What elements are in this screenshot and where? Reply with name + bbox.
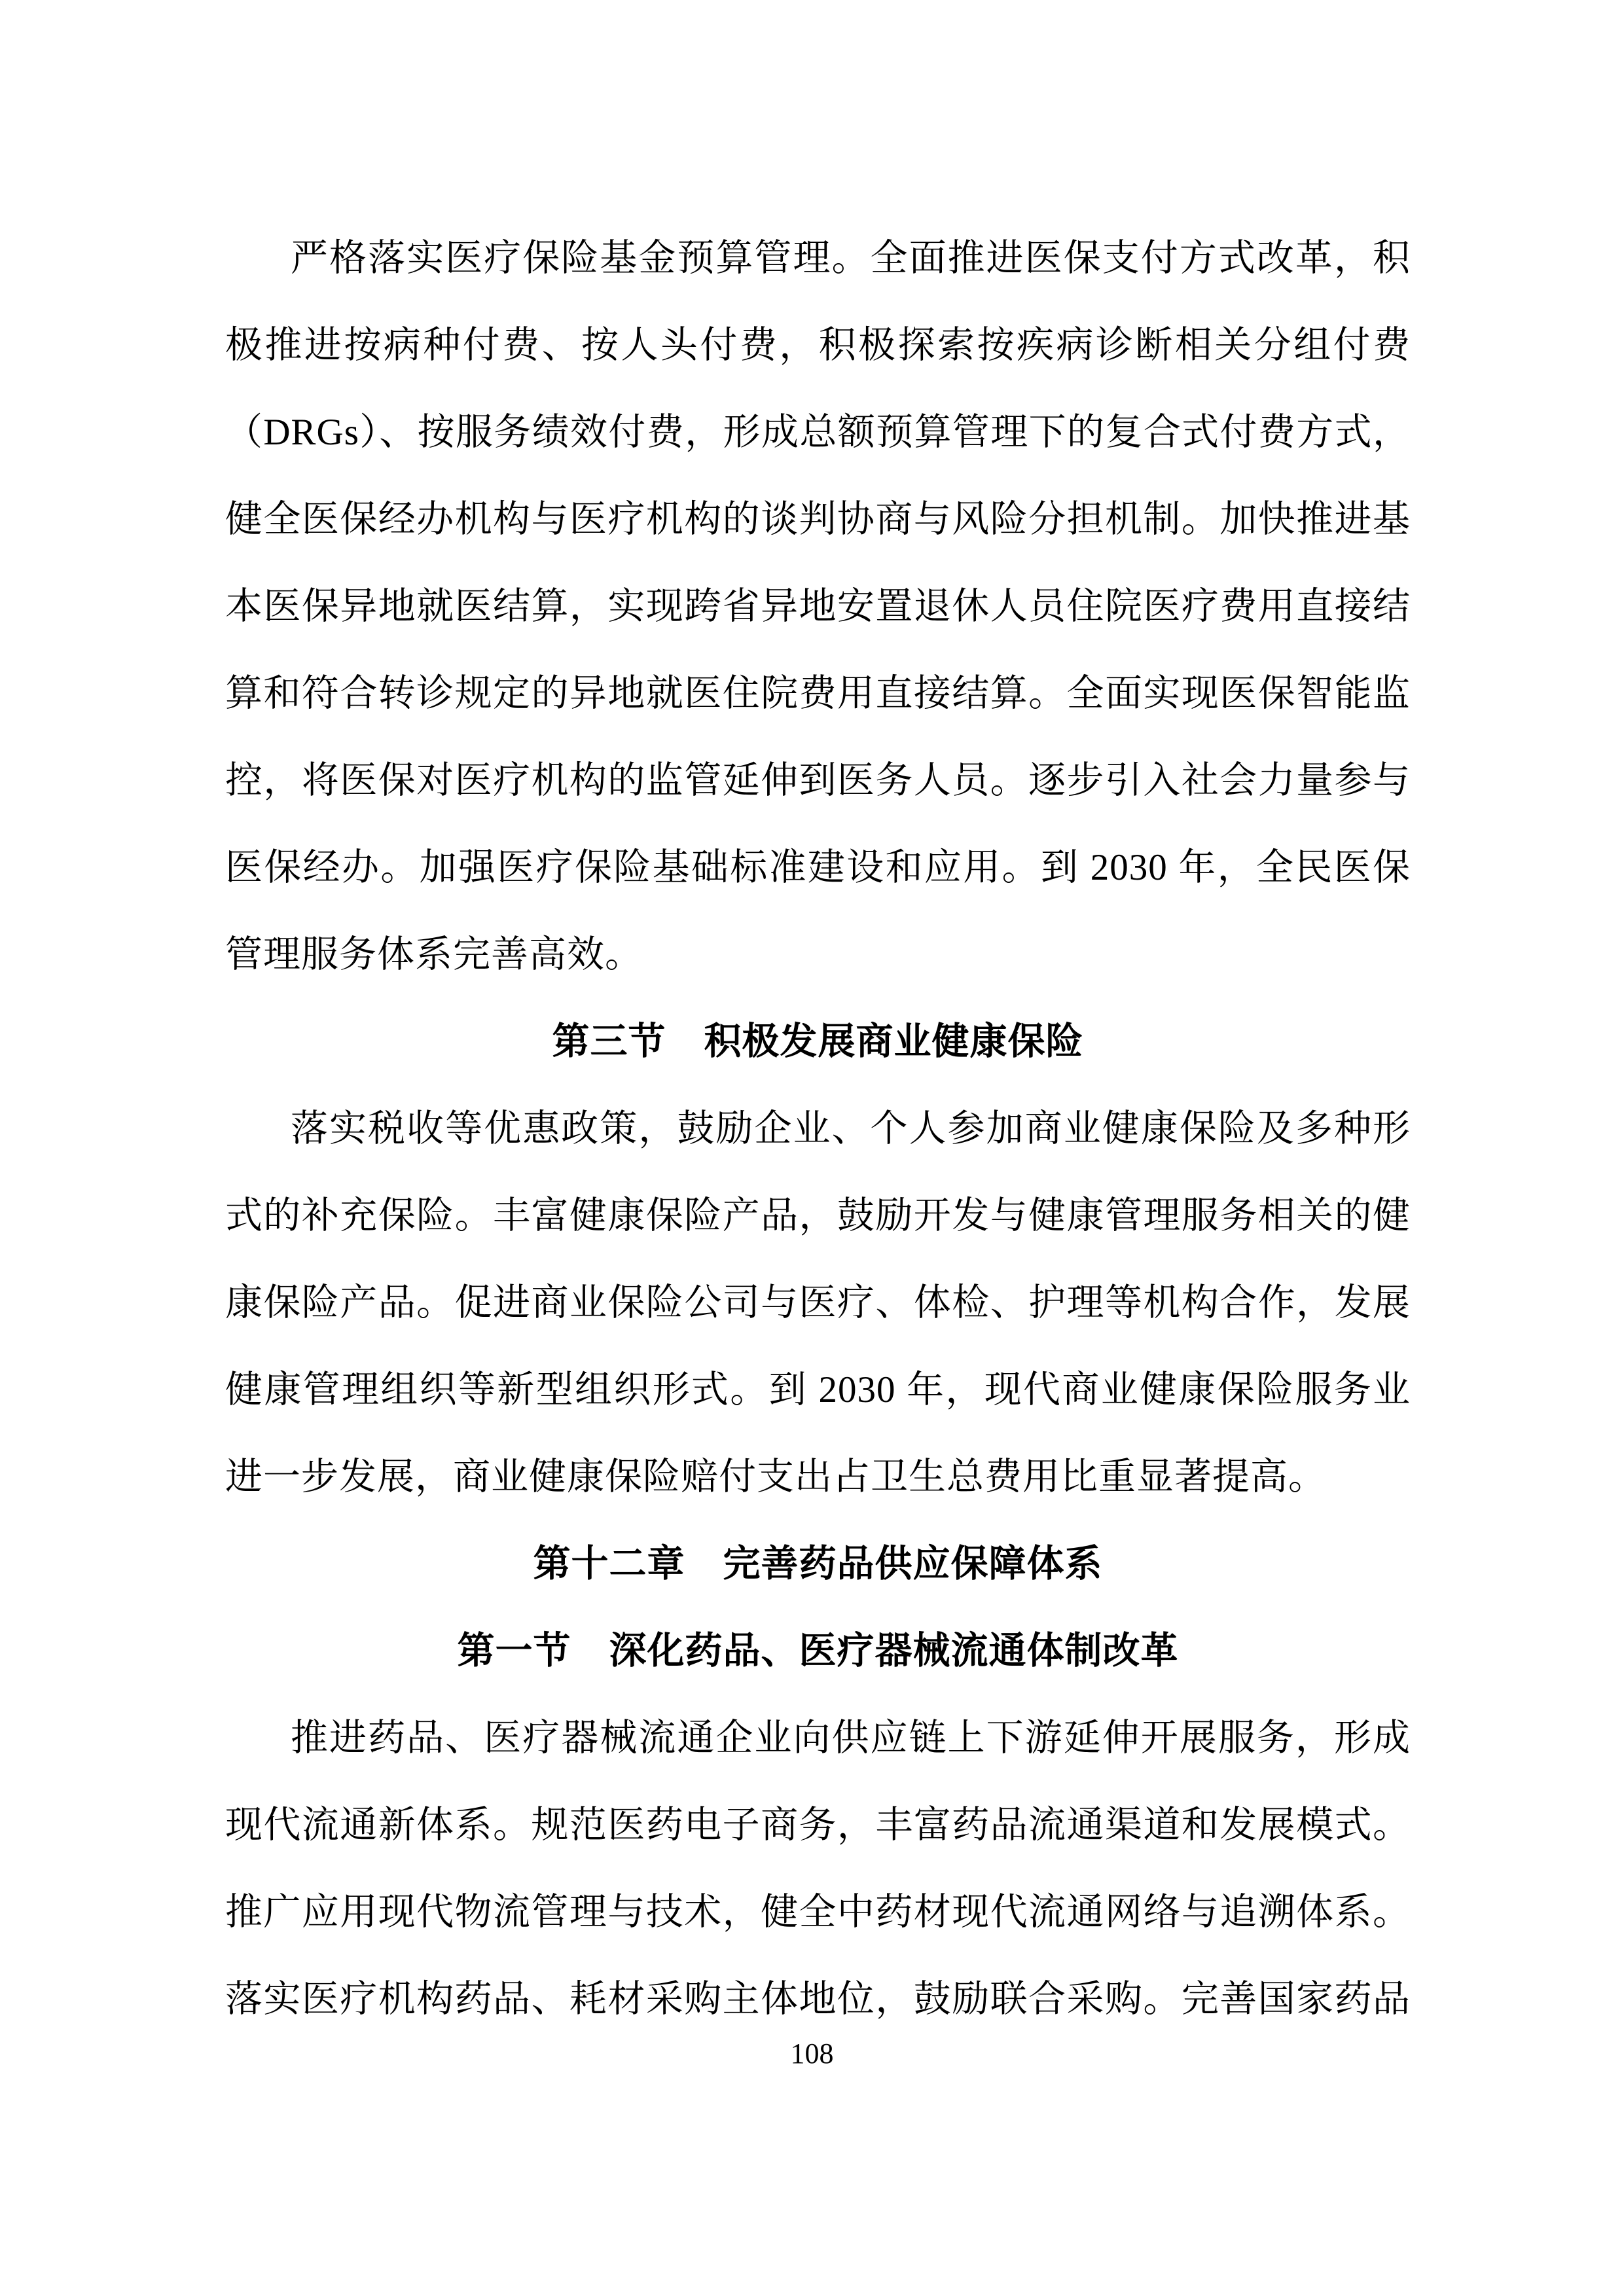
page-body (225, 215, 1411, 2043)
paragraph-line: 推进药品、医疗器械流通企业向供应链上下游延伸开展服务，形成 (291, 1717, 1411, 1759)
section-heading-3: 第三节 积极发展商业健康保险 (552, 1020, 1084, 1062)
paragraph-line: 康保险产品。促进商业保险公司与医疗、体检、护理等机构合作，发展 (225, 1282, 1411, 1323)
page-number: 108 (790, 2037, 834, 2070)
paragraph-line: （DRGs）、按服务绩效付费，形成总额预算管理下的复合式付费方式， (225, 412, 1411, 453)
paragraph-line: 医保经办。加强医疗保险基础标准建设和应用。到 2030 年，全民医保 (225, 847, 1411, 888)
paragraph-line: 管理服务体系完善高效。 (225, 934, 643, 975)
paragraph-line: 健全医保经办机构与医疗机构的谈判协商与风险分担机制。加快推进基 (225, 499, 1411, 540)
paragraph-line: 进一步发展，商业健康保险赔付支出占卫生总费用比重显著提高。 (225, 1456, 1326, 1498)
paragraph-line: 控，将医保对医疗机构的监管延伸到医务人员。逐步引入社会力量参与 (225, 760, 1411, 801)
paragraph-line: 健康管理组织等新型组织形式。到 2030 年，现代商业健康保险服务业 (225, 1369, 1411, 1410)
paragraph-line: 现代流通新体系。规范医药电子商务，丰富药品流通渠道和发展模式。 (225, 1804, 1411, 1846)
paragraph-line: 严格落实医疗保险基金预算管理。全面推进医保支付方式改革，积 (291, 238, 1411, 279)
paragraph-line: 式的补充保险。丰富健康保险产品，鼓励开发与健康管理服务相关的健 (225, 1195, 1411, 1236)
paragraph-line: 落实医疗机构药品、耗材采购主体地位，鼓励联合采购。完善国家药品 (225, 1979, 1411, 2020)
paragraph-line: 落实税收等优惠政策，鼓励企业、个人参加商业健康保险及多种形 (291, 1108, 1411, 1149)
section-heading-1: 第一节 深化药品、医疗器械流通体制改革 (457, 1630, 1179, 1672)
paragraph-line: 极推进按病种付费、按人头付费，积极探索按疾病诊断相关分组付费 (225, 325, 1411, 366)
paragraph-line: 本医保异地就医结算，实现跨省异地安置退休人员住院医疗费用直接结 (225, 586, 1411, 627)
chapter-heading-12: 第十二章 完善药品供应保障体系 (533, 1543, 1103, 1585)
paragraph-line: 推广应用现代物流管理与技术，健全中药材现代流通网络与追溯体系。 (225, 1892, 1411, 1933)
paragraph-line: 算和符合转诊规定的异地就医住院费用直接结算。全面实现医保智能监 (225, 673, 1411, 714)
